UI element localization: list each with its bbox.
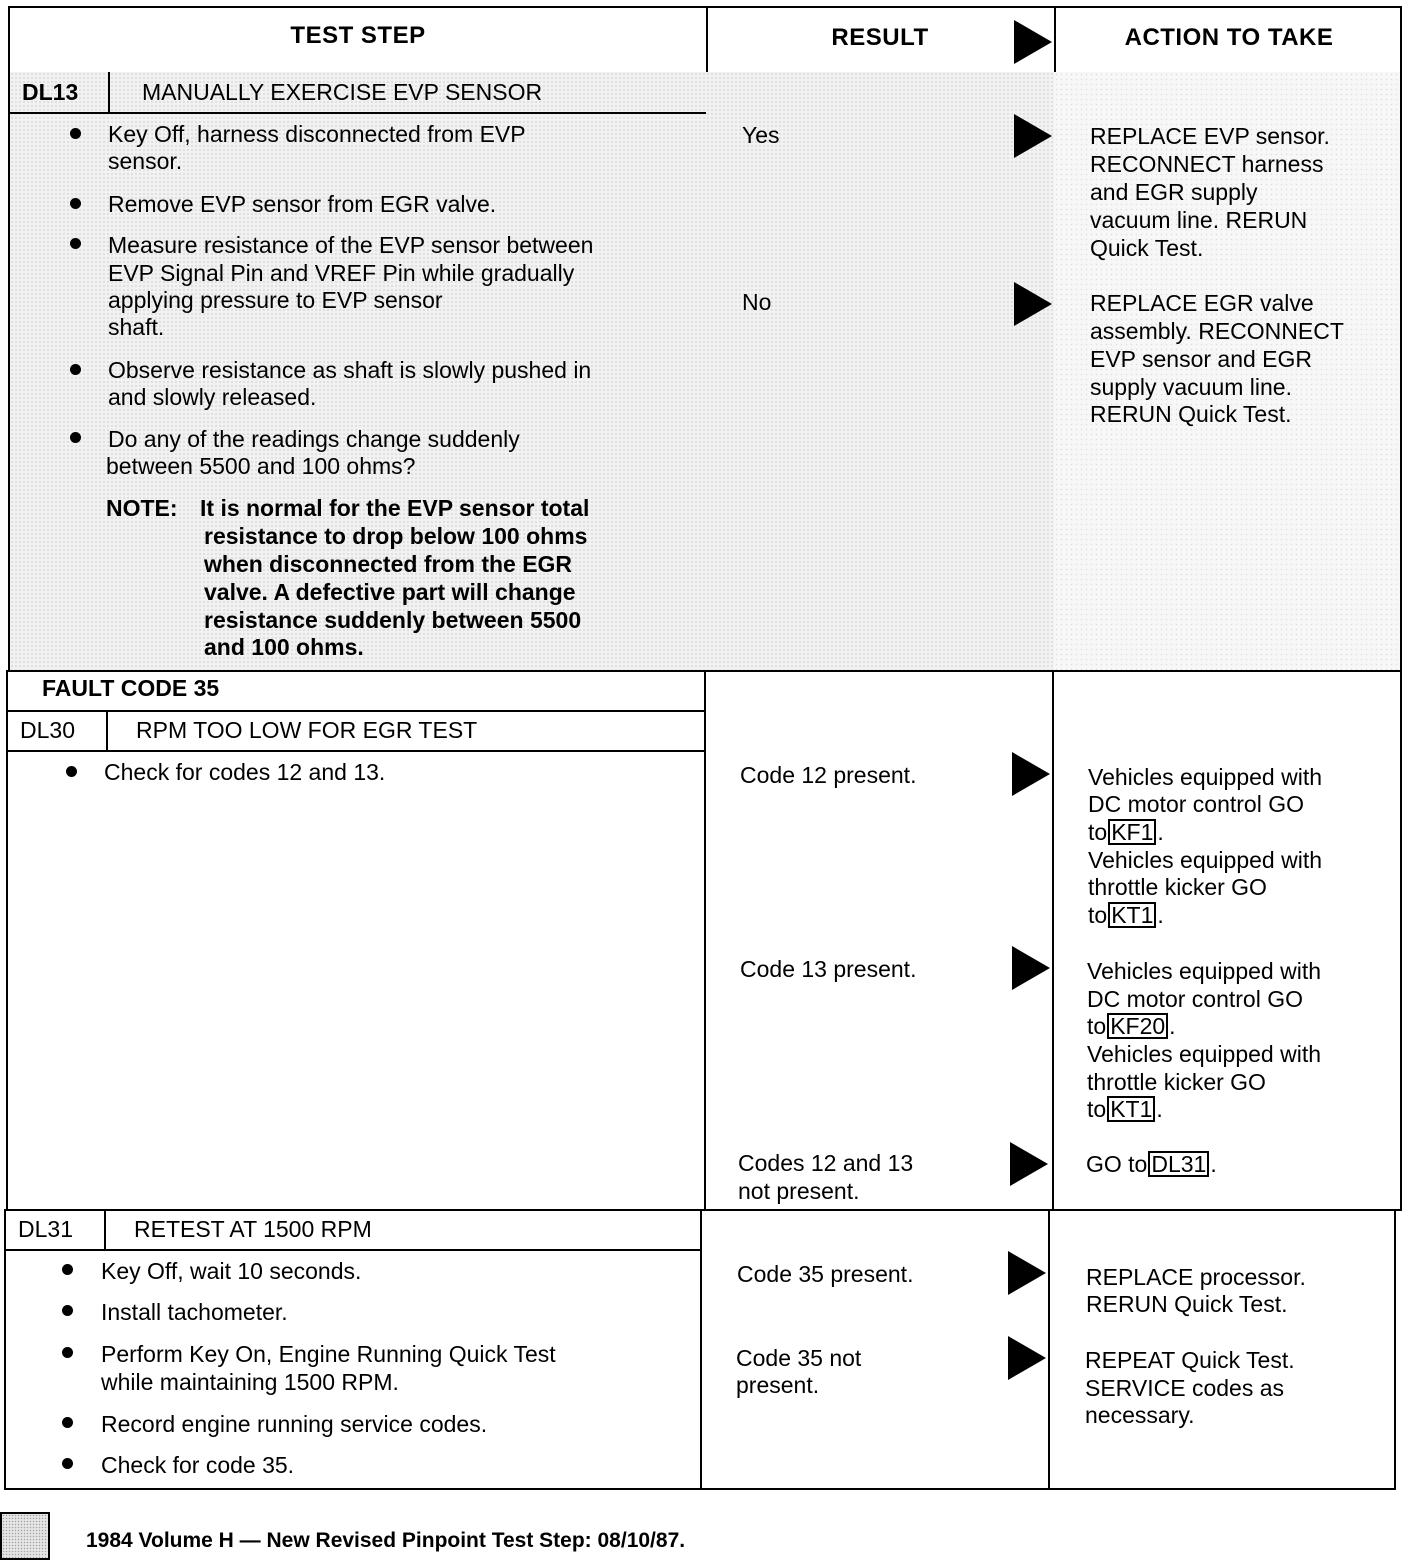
dl31-step-5: Check for code 35.	[101, 1452, 295, 1478]
bullet-icon	[70, 198, 81, 209]
dl31-result-2-line-2: present.	[736, 1372, 820, 1398]
dl30-action-2-line-3	[1087, 1012, 1176, 1040]
arrow-right-icon	[1008, 1336, 1046, 1380]
dl30-action-2-line-5: throttle kicker GO	[1087, 1069, 1266, 1095]
dl30-action-1-line-3	[1088, 818, 1164, 846]
dl30-step-1: Check for codes 12 and 13.	[104, 759, 386, 785]
dl30-action-2-dot: .	[1169, 1013, 1176, 1039]
dl13-action-no-line-1: REPLACE EGR valve	[1090, 290, 1314, 316]
dl30-action-1-line-6	[1088, 901, 1164, 929]
dl31-title: RETEST AT 1500 RPM	[134, 1216, 372, 1242]
header-test-step: TEST STEP	[290, 22, 426, 49]
dl30-action-1-line-4: Vehicles equipped with	[1088, 847, 1322, 873]
dl31-action-1-line-2: RERUN Quick Test.	[1086, 1291, 1288, 1317]
dl30-title: RPM TOO LOW FOR EGR TEST	[136, 717, 478, 743]
dl13-step-1-line-1: Key Off, harness disconnected from EVP	[108, 121, 526, 147]
dl13-note-line-5: resistance suddenly between 5500	[204, 607, 582, 633]
ref-kt1-link[interactable]: KT1	[1107, 1096, 1155, 1122]
dl30-action-2-line-1: Vehicles equipped with	[1087, 958, 1321, 984]
dl30-action-1-line-2: DC motor control GO	[1088, 791, 1304, 817]
dl13-step-3-line-3: applying pressure to EVP sensor	[108, 287, 443, 313]
dl30-action-1-to: to	[1088, 819, 1108, 845]
dl30-action-1-line-5: throttle kicker GO	[1088, 874, 1267, 900]
dl13-action-no-line-4: supply vacuum line.	[1090, 374, 1292, 400]
arrow-right-icon	[1008, 1251, 1046, 1295]
dl13-step-5-line-1: Do any of the readings change suddenly	[108, 426, 520, 452]
dl30-result-2: Code 13 present.	[740, 956, 917, 982]
dl30-action-2-line-2: DC motor control GO	[1087, 986, 1303, 1012]
dl31-step-3-line-2: while maintaining 1500 RPM.	[101, 1369, 399, 1395]
dl13-step-3-line-2: EVP Signal Pin and VREF Pin while gradually	[108, 260, 575, 286]
dl13-step-1-line-2: sensor.	[108, 148, 183, 174]
dl13-code: DL13	[22, 79, 79, 105]
header-result: RESULT	[831, 24, 929, 51]
header-action: ACTION TO TAKE	[1124, 24, 1334, 51]
dl31-action-2-line-3: necessary.	[1085, 1402, 1195, 1428]
dl13-action-yes-line-4: vacuum line. RERUN	[1090, 207, 1308, 233]
dl31-step-4: Record engine running service codes.	[101, 1411, 488, 1437]
footer-revision-note: 1984 Volume H — New Revised Pinpoint Test Step: 08/10/87.	[86, 1529, 686, 1552]
dl31-result-2-line-1: Code 35 not	[736, 1345, 862, 1371]
ref-dl31-link[interactable]: DL31	[1148, 1151, 1209, 1177]
dl30-result-3-line-2: not present.	[738, 1178, 860, 1204]
arrow-right-icon	[1010, 1142, 1048, 1186]
dl31-action-1-line-1: REPLACE processor.	[1086, 1264, 1306, 1290]
dl30-action-2-line-4: Vehicles equipped with	[1087, 1041, 1321, 1067]
dl30-action-1-dot: .	[1157, 819, 1164, 845]
revision-marker-box	[0, 1512, 50, 1560]
dl13-result-no: No	[742, 289, 772, 315]
dl13-step-4-line-2: and slowly released.	[108, 384, 317, 410]
arrow-right-icon	[1014, 114, 1052, 158]
dl13-step-4-line-1: Observe resistance as shaft is slowly pushed in	[108, 357, 592, 383]
ref-kf20-link[interactable]: KF20	[1107, 1013, 1168, 1039]
dl30-action-2-to: to	[1087, 1013, 1107, 1039]
dl31-step-1: Key Off, wait 10 seconds.	[101, 1258, 362, 1284]
dl13-action-yes-line-5: Quick Test.	[1090, 235, 1204, 261]
bullet-icon	[62, 1305, 73, 1316]
dl31-result-1: Code 35 present.	[737, 1261, 914, 1287]
dl13-step-2: Remove EVP sensor from EGR valve.	[108, 191, 497, 217]
dl13-note-line-3: when disconnected from the EGR	[204, 551, 573, 577]
dl30-action-3-go: GO to	[1086, 1151, 1148, 1177]
dl30-action-1-to-2: to	[1088, 902, 1108, 928]
dl13-note-label: NOTE:	[106, 495, 178, 521]
dl13-step-3-line-4: shaft.	[108, 314, 165, 340]
dl31-action-2-line-1: REPEAT Quick Test.	[1085, 1347, 1295, 1373]
bullet-icon	[70, 238, 81, 249]
arrow-right-icon	[1014, 282, 1052, 326]
dl30-result-1: Code 12 present.	[740, 762, 917, 788]
dl13-step-5-line-2: between 5500 and 100 ohms?	[106, 453, 416, 479]
dl13-result-cell	[706, 72, 1056, 672]
dl13-note-line-2: resistance to drop below 100 ohms	[204, 523, 588, 549]
dl30-result-cell	[704, 670, 1054, 1211]
dl30-code: DL30	[20, 717, 75, 743]
dl30-action-cell	[1052, 670, 1402, 1211]
dl13-action-no-line-3: EVP sensor and EGR	[1090, 346, 1313, 372]
bullet-icon	[62, 1347, 73, 1358]
dl13-action-yes-line-3: and EGR supply	[1090, 179, 1258, 205]
dl31-code: DL31	[18, 1216, 73, 1242]
dl13-action-no-line-5: RERUN Quick Test.	[1090, 401, 1292, 427]
dl31-step-3-line-1: Perform Key On, Engine Running Quick Test	[101, 1341, 556, 1367]
dl13-title: MANUALLY EXERCISE EVP SENSOR	[142, 79, 543, 105]
dl13-action-no-line-2: assembly. RECONNECT	[1090, 318, 1344, 344]
dl30-action-1-dot-2: .	[1157, 902, 1164, 928]
bullet-icon	[70, 128, 81, 139]
bullet-icon	[62, 1417, 73, 1428]
dl30-action-2-to-2: to	[1087, 1096, 1107, 1122]
dl31-action-2-line-2: SERVICE codes as	[1085, 1375, 1285, 1401]
dl13-note-line-1: It is normal for the EVP sensor total	[200, 495, 590, 521]
dl30-action-3	[1086, 1150, 1217, 1178]
dl13-step-3-line-1: Measure resistance of the EVP sensor between	[108, 232, 594, 258]
header-arrow-icon	[1014, 20, 1052, 64]
dl13-action-yes-line-1: REPLACE EVP sensor.	[1090, 123, 1330, 149]
dl31-step-2: Install tachometer.	[101, 1299, 288, 1325]
dl30-action-2-dot-2: .	[1156, 1096, 1163, 1122]
bullet-icon	[62, 1458, 73, 1469]
bullet-icon	[70, 364, 81, 375]
dl30-result-3-line-1: Codes 12 and 13	[738, 1150, 914, 1176]
bullet-icon	[70, 432, 81, 443]
arrow-right-icon	[1012, 752, 1050, 796]
ref-kt1-link[interactable]: KT1	[1108, 902, 1156, 928]
bullet-icon	[62, 1264, 73, 1275]
arrow-right-icon	[1012, 946, 1050, 990]
dl13-result-yes: Yes	[742, 122, 780, 148]
fault-code-title: FAULT CODE 35	[42, 675, 220, 701]
dl13-action-yes-line-2: RECONNECT harness	[1090, 151, 1324, 177]
dl30-action-3-dot: .	[1210, 1151, 1217, 1177]
dl30-action-1-line-1: Vehicles equipped with	[1088, 764, 1322, 790]
dl13-note-line-4: valve. A defective part will change	[204, 579, 576, 605]
dl30-action-2-line-6	[1087, 1095, 1163, 1123]
dl13-note-line-6: and 100 ohms.	[204, 634, 364, 660]
ref-kf1-link[interactable]: KF1	[1108, 819, 1156, 845]
bullet-icon	[66, 766, 77, 777]
